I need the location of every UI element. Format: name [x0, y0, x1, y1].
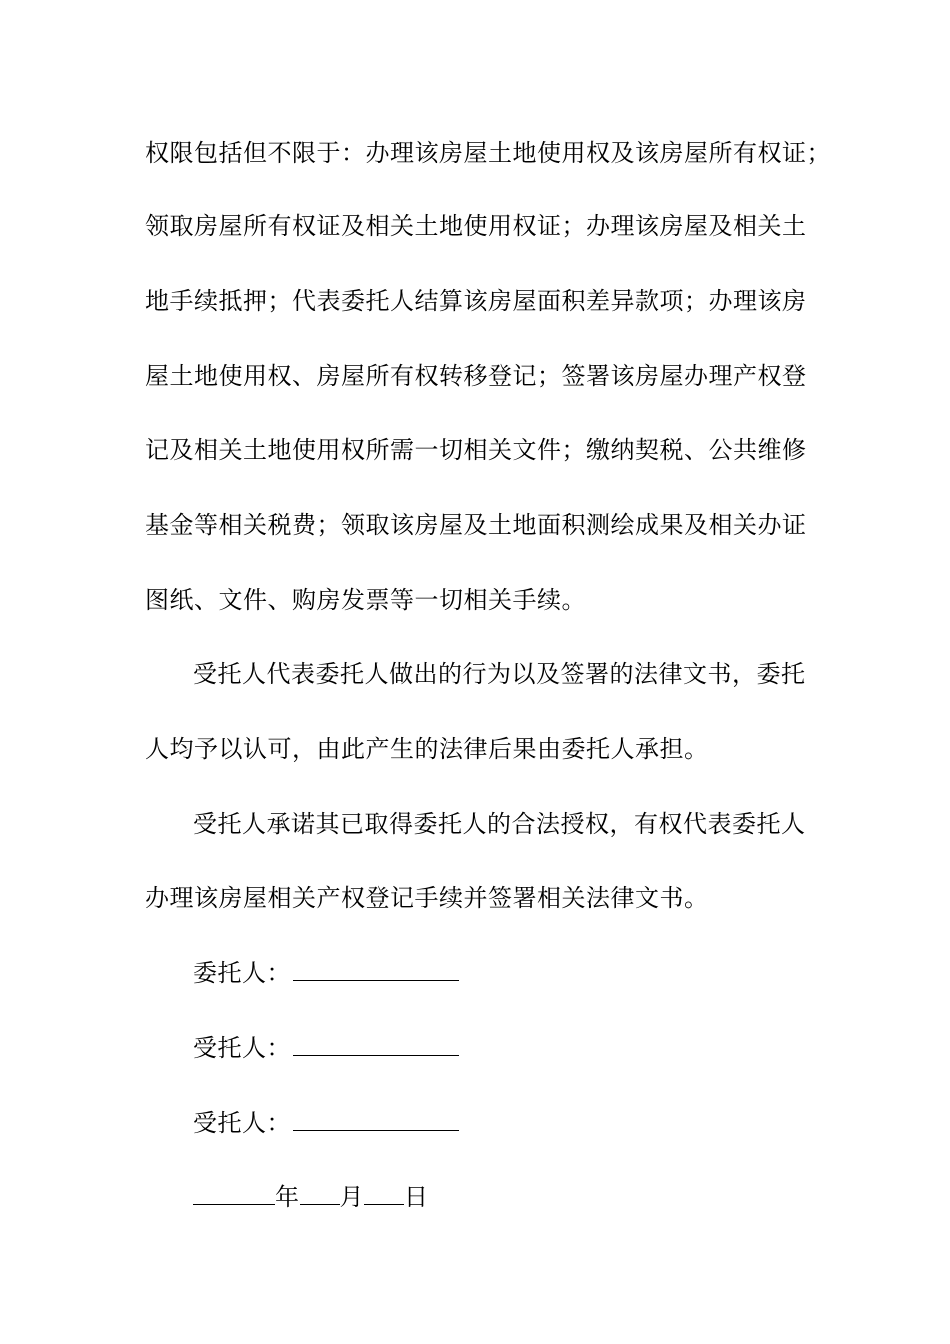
para1-line-2: 领取房屋所有权证及相关土地使用权证；办理该房屋及相关土: [145, 212, 807, 240]
para1-line-6: 基金等相关税费；领取该房屋及土地面积测绘成果及相关办证: [145, 511, 807, 539]
month-blank[interactable]: [300, 1182, 340, 1205]
para1-line-3: 地手续抵押；代表委托人结算该房屋面积差异款项；办理该房: [145, 287, 807, 315]
para1-line-1: 权限包括但不限于：办理该房屋土地使用权及该房屋所有权证；: [145, 139, 831, 167]
agent2-signature-line: [193, 1108, 873, 1138]
principal-label: 委托人：: [193, 959, 291, 987]
para2-line-2: 人均予以认可，由此产生的法律后果由委托人承担。: [145, 735, 709, 763]
para1-line-4: 屋土地使用权、房屋所有权转移登记；签署该房屋办理产权登: [145, 362, 807, 390]
day-label: 日: [404, 1183, 429, 1211]
para1-line-7: 图纸、文件、购房发票等一切相关手续。: [145, 586, 586, 614]
day-blank[interactable]: [364, 1182, 404, 1205]
principal-signature-blank[interactable]: [293, 958, 459, 981]
agent2-label: 受托人：: [193, 1109, 291, 1137]
agent1-signature-line: [193, 1033, 873, 1063]
para2-line-1: 受托人代表委托人做出的行为以及签署的法律文书，委托: [193, 660, 806, 688]
agent2-signature-blank[interactable]: [293, 1108, 459, 1131]
principal-signature-line: [193, 958, 873, 988]
year-label: 年: [275, 1183, 300, 1211]
date-line: [193, 1182, 873, 1212]
year-blank[interactable]: [193, 1182, 275, 1205]
para3-line-1: 受托人承诺其已取得委托人的合法授权，有权代表委托人: [193, 810, 806, 838]
month-label: 月: [339, 1183, 364, 1211]
para3-line-2: 办理该房屋相关产权登记手续并签署相关法律文书。: [145, 884, 709, 912]
agent1-label: 受托人：: [193, 1034, 291, 1062]
agent1-signature-blank[interactable]: [293, 1033, 459, 1056]
para1-line-5: 记及相关土地使用权所需一切相关文件；缴纳契税、公共维修: [145, 436, 807, 464]
